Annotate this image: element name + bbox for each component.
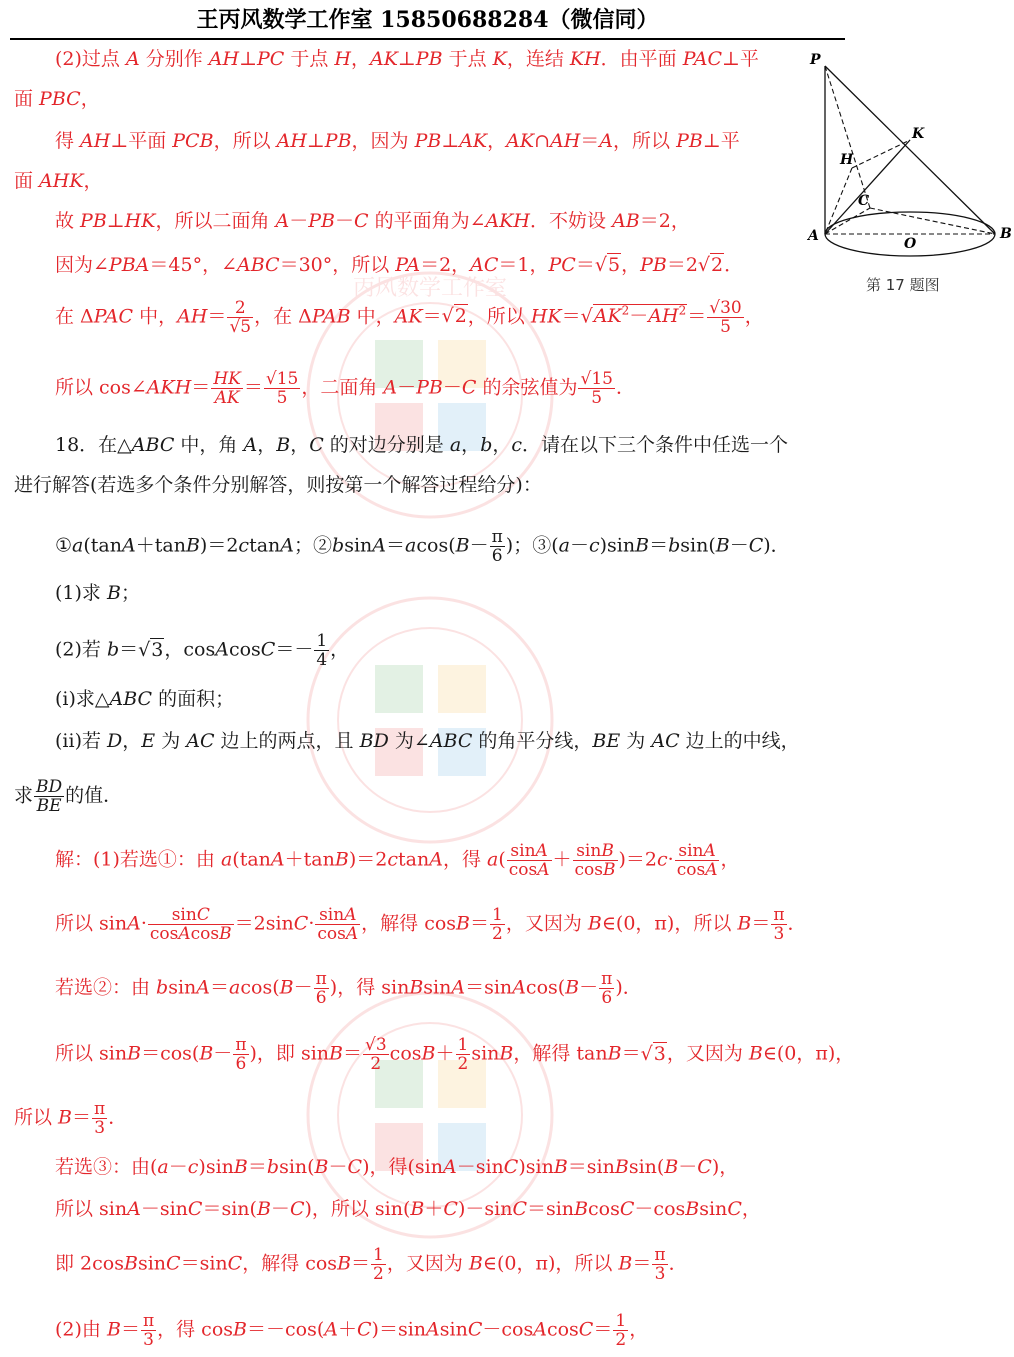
q17-line: 所以 cos∠AKH＝ $\frac{HK}{AK}$ ＝ $\frac{√15}{5}$ ，二面角 A－PB－C 的余弦值为 $\frac{√15}{5}$ ． (55, 369, 635, 408)
q18-line: (1)求 B； (55, 582, 140, 604)
q17-line: 得 AH⊥平面 PCB，所以 AH⊥PB，因为 PB⊥AK，AK∩AH＝A，所以 PB⊥平 (55, 130, 740, 152)
q18-answer-line: 解：(1)若选①：由 a(tanA＋tanB)＝2ctanA，得 a( $\frac{\sin A}{\cos A}$ ＋ $\frac{\sin B}{\cos B}$ )＝2c· $\frac{\sin A}{\cos A}$ ， (55, 841, 740, 880)
q17-line: 因为∠PBA＝45°，∠ABC＝30°，所以 PA＝2，AC＝1，PC＝√5，PB＝2√2． (55, 254, 744, 276)
q18-line: 进行解答(若选多个条件分别解答，则按第一个解答过程给分)： (14, 474, 542, 496)
q18-line: ①a(tanA＋tanB)＝2ctanA；②bsinA＝acos(B－ $\frac{\pi}{6}$ )；③(a－c)sinB＝bsin(B－C)． (55, 527, 790, 566)
q17-line: 在 ΔPAC 中，AH＝ $\frac{2}{√5}$ ，在 ΔPAB 中，AK＝√2，所以 $HK=√AK^2-AH^2=$ $\frac{√30}{5}$ ， (55, 297, 764, 337)
q17-line: 面 PBC， (14, 88, 100, 110)
q18-line: (i)求△ABC 的面积； (55, 688, 235, 710)
q18-answer-line: 所以 B＝ $\frac{\pi}{3}$ ． (14, 1099, 128, 1138)
q18-line: 18．在△ABC 中，角 A，B，C 的对边分别是 a，b，c．请在以下三个条件中任选一个 (55, 434, 789, 456)
q18-answer-line: 若选②：由 bsinA＝acos(B－ $\frac{\pi}{6}$ )，得 sinBsinA＝sinAcos(B－ $\frac{\pi}{6}$ )． (55, 969, 642, 1008)
label-h: H (840, 152, 854, 168)
q18-answer-line: (2)由 B＝ $\frac{\pi}{3}$ ，得 cosB＝－cos(A＋C)＝sinAsinC－cosAcosC＝ $\frac{1}{2}$ ， (55, 1311, 649, 1350)
geometry-figure (800, 48, 1014, 298)
svg-text:丙风数学工作室: 丙风数学工作室 (352, 276, 508, 301)
label-p: P (810, 52, 821, 68)
q18-line: 求 $\frac{BD}{BE}$ 的值． (14, 777, 123, 816)
label-k: K (912, 126, 925, 142)
q18-answer-line: 所以 sinA· $\frac{\sin C}{\text{cosAcosB}}$ ＝2sinC· $\frac{\sin A}{\cos A}$ ，解得 cosB＝ $\frac{1}{2}$ ，又因为 B∈(0，π)，所以 B＝ $\frac{\pi}{3}$ ． (55, 905, 807, 944)
label-b: B (1000, 226, 1012, 242)
page-header: 王丙风数学工作室 15850688284（微信同） (10, 4, 845, 40)
q17-line: (2)过点 A 分别作 AH⊥PC 于点 H，AK⊥PB 于点 K，连结 KH．由平面 PAC⊥平 (55, 48, 759, 70)
q18-line: (ii)若 D，E 为 AC 边上的两点，且 BD 为∠ABC 的角平分线，BE 为 AC 边上的中线， (55, 730, 800, 752)
label-a: A (808, 228, 819, 244)
q18-answer-line: 所以 sinA－sinC＝sin(B－C)，所以 sin(B＋C)－sinC＝sinBcosC－cosBsinC， (55, 1198, 761, 1220)
label-o: O (904, 236, 917, 252)
q18-answer-line: 即 2cosBsinC＝sinC，解得 cosB＝ $\frac{1}{2}$ ，又因为 B∈(0，π)，所以 B＝ $\frac{\pi}{3}$ ． (55, 1245, 688, 1284)
q18-line: (2)若 b＝√3，cosAcosC＝－ $\frac{1}{4}$ ， (55, 631, 350, 670)
watermark-logo (300, 590, 560, 850)
figure-caption: 第 17 题图 (866, 276, 940, 294)
q18-answer-line: 所以 sinB＝cos(B－ $\frac{\pi}{6}$ )，即 sinB＝ $\frac{√3}{2}$ cosB＋ $\frac{1}{2}$ sinB，解得 tanB＝√3，又因为 B∈(0，π)， (55, 1035, 855, 1074)
q18-answer-line: 若选③：由(a－c)sinB＝bsin(B－C)，得(sinA－sinC)sinB＝sinBsin(B－C)， (55, 1156, 739, 1178)
q17-line: 面 AHK， (14, 170, 103, 192)
label-c: C (858, 193, 870, 209)
q17-line: 故 PB⊥HK，所以二面角 A－PB－C 的平面角为∠AKH．不妨设 AB＝2， (55, 210, 690, 232)
